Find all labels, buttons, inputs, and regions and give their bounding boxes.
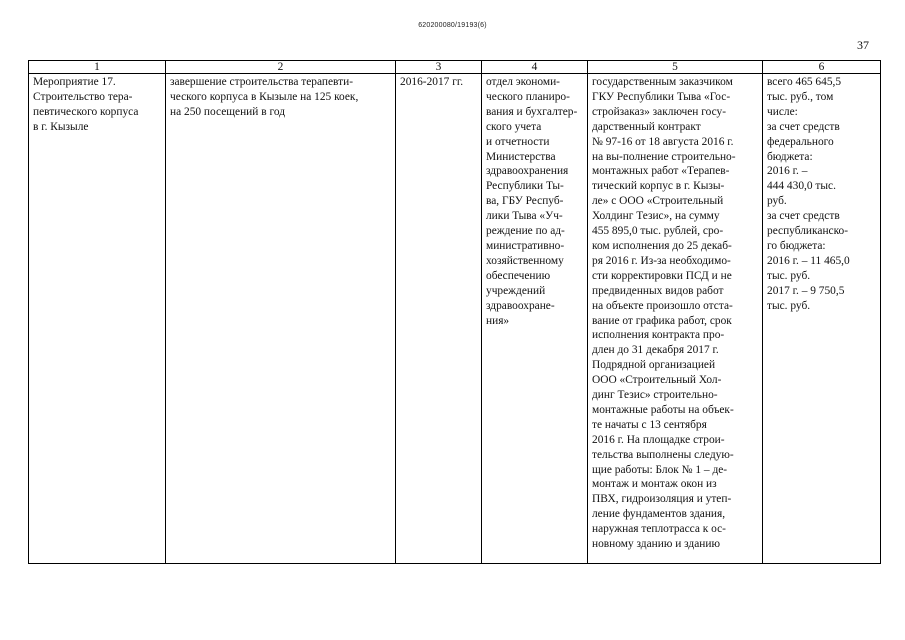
funding-cell: всего 465 645,5 тыс. руб., том числе: за счет средств федерального бюджета: 2016 г. – 444 430,0 тыс. руб. за счет средств республиканско- го бюджета: 2016 г. – 11 465,0 тыс. руб. 2017 г. – 9 750,5 тыс. руб. [763, 74, 881, 564]
column-number: 5 [588, 61, 763, 74]
column-number: 3 [396, 61, 482, 74]
column-number: 6 [763, 61, 881, 74]
executor-cell: отдел экономи- ческого планиро- вания и бухгалтер- ского учета и отчетности Министерства здравоохранения Республики Ты- ва, ГБУ Респуб- лики Тыва «Уч- реждение по ад- министративно- хозяйственному обеспечению учреждений здравоохране- ния» [482, 74, 588, 564]
page-number: 37 [857, 38, 869, 52]
activity-name-cell: Мероприятие 17. Строительство тера- певтического корпуса в г. Кызыле [29, 74, 166, 564]
table-row [29, 74, 881, 564]
column-number: 4 [482, 61, 588, 74]
document-id: 620200080/19193(6) [418, 22, 487, 29]
progress-description-cell: государственным заказчиком ГКУ Республики Тыва «Гос- стройзаказ» заключен госу- дарственный контракт № 97-16 от 18 августа 2016 г. на вы-полнение строительно- монтажных работ «Терапев- тический корпус в г. Кызы- ле» с ООО «Строительный Холдинг Тезис», на сумму 455 895,0 тыс. рублей, сро- ком исполнения до 25 декаб- ря 2016 г. Из-за необходимо- сти корректировки ПСД и не предвиденных видов работ на объекте произошло отста- вание от графика работ, срок исполнения контракта про- длен до 31 декабря 2017 г. Подрядной организацией ООО «Строительный Хол- динг Тезис» строительно- монтажные работы на объек- те начаты с 13 сентября 2016 г. На площадке строи- тельства выполнены следую- щие работы: Блок № 1 – де- монтаж и монтаж окон из ПВХ, гидроизоляция и утеп- ление фундаментов здания, наружная теплотрасса к ос- новному зданию и зданию [588, 74, 763, 564]
column-number-row [29, 61, 881, 74]
activity-table [28, 60, 881, 564]
column-number: 1 [29, 61, 166, 74]
period-cell: 2016-2017 гг. [396, 74, 482, 564]
column-number: 2 [166, 61, 396, 74]
expected-result-cell: завершение строительства терапевти- ческого корпуса в Кызыле на 125 коек, на 250 посещений в год [166, 74, 396, 564]
